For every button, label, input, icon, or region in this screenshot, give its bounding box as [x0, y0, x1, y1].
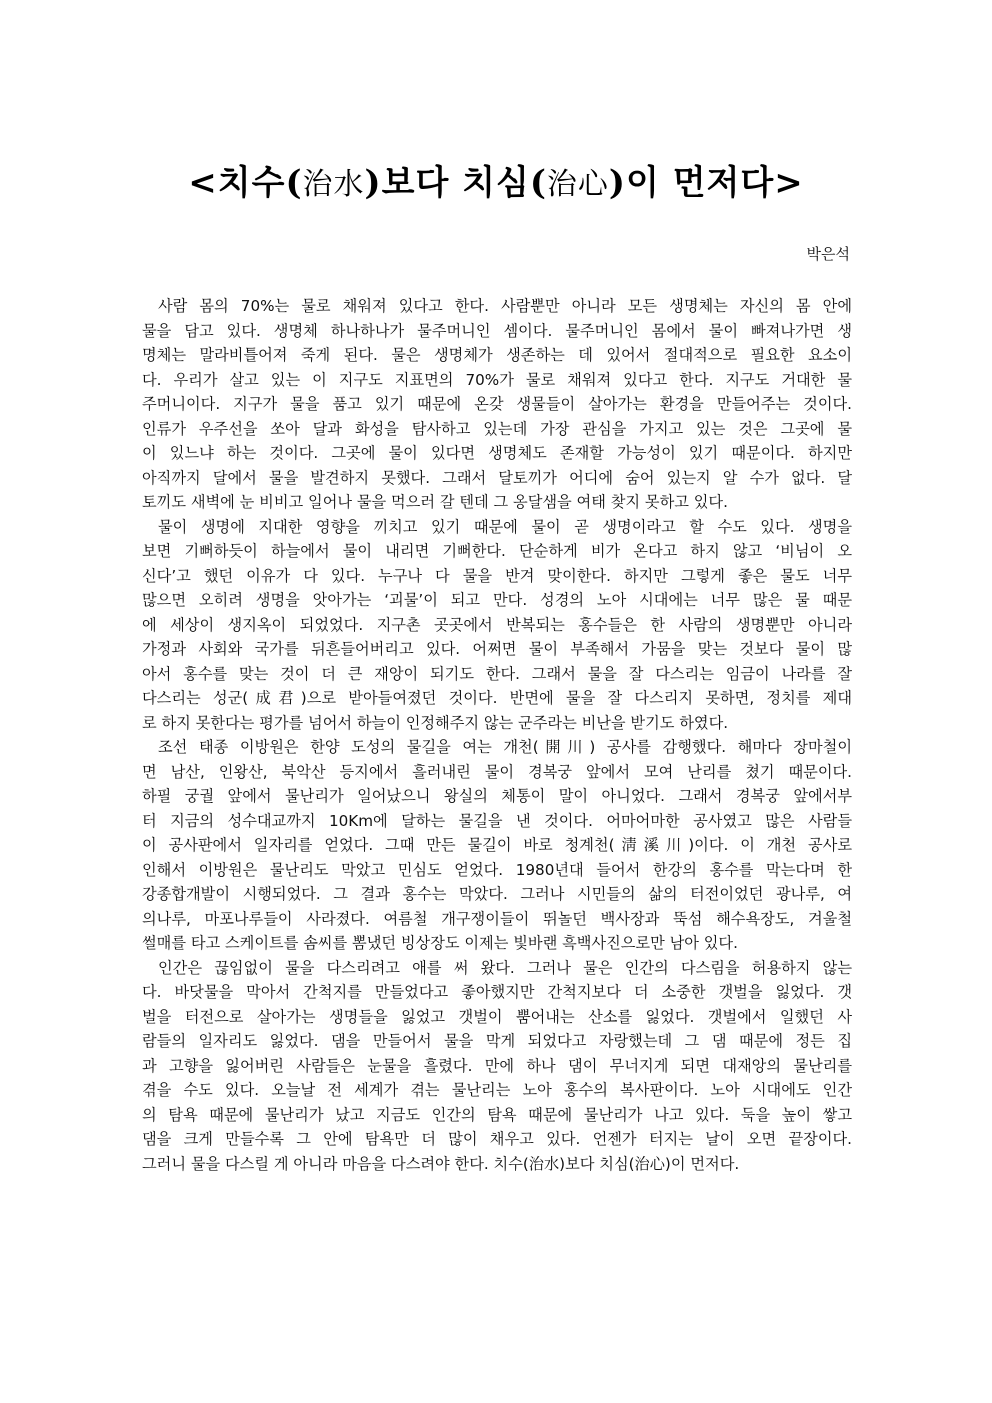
text-line: 인해서 이방원은 물난리도 막았고 민심도 얻었다. 1980년대 들어서 한강의 홍수를 막는다며 한: [142, 860, 852, 879]
text-line: 강종합개발이 시행되었다. 그 결과 홍수는 막았다. 그러나 시민들의 삶의 터전이었던 광나루, 여: [142, 885, 852, 903]
text-line: 과 고향을 잃어버린 사람들은 눈물을 흘렸다. 만에 하나 댐이 무너지게 되면 대재앙의 물난리를: [142, 1056, 852, 1075]
text-line: 가정과 사회와 국가를 뒤흔들어버리고 있다. 어쩌면 물이 부족해서 가뭄을 맞는 것보다 물이 많: [142, 640, 852, 658]
text-line: 물을 담고 있다. 생명체 하나하나가 물주머니인 셈이다. 물주머니인 몸에서 물이 빠져나가면 생: [142, 321, 852, 340]
text-line: 면 남산, 인왕산, 북악산 등지에서 흘러내린 물이 경복궁 앞에서 모여 난리를 쳤기 때문이다.: [142, 762, 852, 781]
text-line: 의 탐욕 때문에 물난리가 났고 지금도 인간의 탐욕 때문에 물난리가 나고 있다. 둑을 높이 쌓고: [142, 1105, 852, 1124]
text-line: 보면 기뻐하듯이 하늘에서 물이 내리면 기뻐한다. 단순하게 비가 온다고 하지 않고 ‘비님이 오: [142, 542, 852, 560]
text-line: 신다’고 했던 이유가 다 있다. 누구나 다 물을 반겨 맞이한다. 하지만 그렇게 좋은 물도 너무: [142, 566, 852, 585]
text-line: 이 공사판에서 일자리를 얻었다. 그때 만든 물길이 바로 청계천(淸溪川)이다. 이 개천 공사로: [142, 836, 852, 854]
text-line: 이 있느냐 하는 것이다. 그곳에 물이 있다면 생명체도 존재할 가능성이 있기 때문이다. 하지만: [142, 444, 852, 462]
text-line: 로 하지 못한다는 평가를 넘어서 하늘이 인정해주지 않는 군주라는 비난을 받기도 하였다.: [142, 713, 729, 732]
title-hanja: 治水: [302, 167, 365, 202]
text-line: 아직까지 달에서 물을 발견하지 못했다. 그래서 달토끼가 어디에 숨어 있는지 알 수가 없다. 달: [142, 468, 852, 487]
text-line: 댐을 크게 만들수록 그 안에 탐욕만 더 많이 채우고 있다. 언젠가 터지는 날이 오면 끝장이다.: [142, 1130, 852, 1148]
title-part: <치수(: [188, 163, 303, 203]
text-line: 다스리는 성군(成君)으로 받아들여졌던 것이다. 반면에 물을 잘 다스리지 못하면, 정치를 제대: [142, 689, 852, 707]
text-line: 썰매를 타고 스케이트를 솜씨를 뽐냈던 빙상장도 이제는 빛바랜 흑백사진으로만 남아 있다.: [142, 934, 738, 952]
text-line: 람들의 일자리도 잃었다. 댐을 만들어서 물을 막게 되었다고 자랑했는데 그 댐 때문에 정든 집: [142, 1032, 852, 1050]
text-line: 아서 홍수를 맞는 것이 더 큰 재앙이 되기도 한다. 그래서 물을 잘 다스리는 임금이 나라를 잘: [142, 664, 852, 683]
text-line: 주머니이다. 지구가 물을 품고 있기 때문에 온갖 생물들이 살아가는 환경을 만들어주는 것이다.: [142, 395, 852, 413]
text-line: 그러니 물을 다스릴 게 아니라 마음을 다스려야 한다. 치수(治水)보다 치심(治心)이 먼저다.: [142, 1154, 740, 1173]
text-line: 의나루, 마포나루들이 사라졌다. 여름철 개구쟁이들이 뛰놀던 백사장과 뚝섬 해수욕장도, 겨울철: [142, 909, 852, 928]
author-name: 박은석: [806, 245, 850, 263]
text-line: 사람 몸의 70%는 물로 채워져 있다고 한다. 사람뿐만 아니라 모든 생명체는 자신의 몸 안에: [158, 297, 852, 315]
text-line: 에 세상이 생지옥이 되었었다. 지구촌 곳곳에서 반복되는 홍수들은 한 사람의 생명뿐만 아니라: [142, 615, 852, 634]
title-hanja: 治心: [546, 167, 609, 202]
page-title: [0, 158, 992, 210]
text-line: 벌을 터전으로 살아가는 생명들을 잃었고 갯벌이 뿜어내는 산소를 잃었다. 갯벌에서 일했던 사: [142, 1007, 852, 1026]
text-line: 명체는 말라비틀어져 죽게 된다. 물은 생명체가 생존하는 데 있어서 절대적으로 필요한 요소이: [142, 346, 852, 364]
text-line: 다. 우리가 살고 있는 이 지구도 지표면의 70%가 물로 채워져 있다고 한다. 지구도 거대한 물: [142, 370, 852, 389]
text-line: 인류가 우주선을 쏘아 달과 화성을 탐사하고 있는데 가장 관심을 가지고 있는 것은 그곳에 물: [142, 419, 852, 438]
text-line: 많으면 오히려 생명을 앗아가는 ‘괴물’이 되고 만다. 성경의 노아 시대에는 너무 많은 물 때문: [142, 591, 852, 609]
text-line: 토끼도 새벽에 눈 비비고 일어나 물을 먹으러 갈 텐데 그 옹달샘을 여태 찾지 못하고 있다.: [142, 493, 728, 511]
title-part: )이 먼저다>: [608, 163, 804, 203]
text-line: 물이 생명에 지대한 영향을 끼치고 있기 때문에 물이 곧 생명이라고 할 수도 있다. 생명을: [158, 517, 852, 536]
text-line: 인간은 끊임없이 물을 다스리려고 애를 써 왔다. 그러나 물은 인간의 다스림을 허용하지 않는: [158, 958, 852, 977]
text-line: 하필 궁궐 앞에서 물난리가 일어났으니 왕실의 체통이 말이 아니었다. 그래서 경복궁 앞에서부: [142, 787, 852, 805]
text-line: 다. 바닷물을 막아서 간척지를 만들었다고 좋아했지만 간척지보다 더 소중한 갯벌을 잃었다. 갯: [142, 983, 852, 1001]
title-part: )보다 치심(: [364, 163, 547, 203]
text-line: 조선 태종 이방원은 한양 도성의 물길을 여는 개천(開川) 공사를 감행했다. 해마다 장마철이: [158, 738, 852, 756]
text-line: 겪을 수도 있다. 오늘날 전 세계가 겪는 물난리는 노아 홍수의 복사판이다. 노아 시대에도 인간: [142, 1081, 852, 1099]
essay-body: [142, 294, 852, 1176]
text-line: 터 지금의 성수대교까지 10Km에 달하는 물길을 낸 것이다. 어마어마한 공사였고 많은 사람들: [142, 811, 852, 830]
